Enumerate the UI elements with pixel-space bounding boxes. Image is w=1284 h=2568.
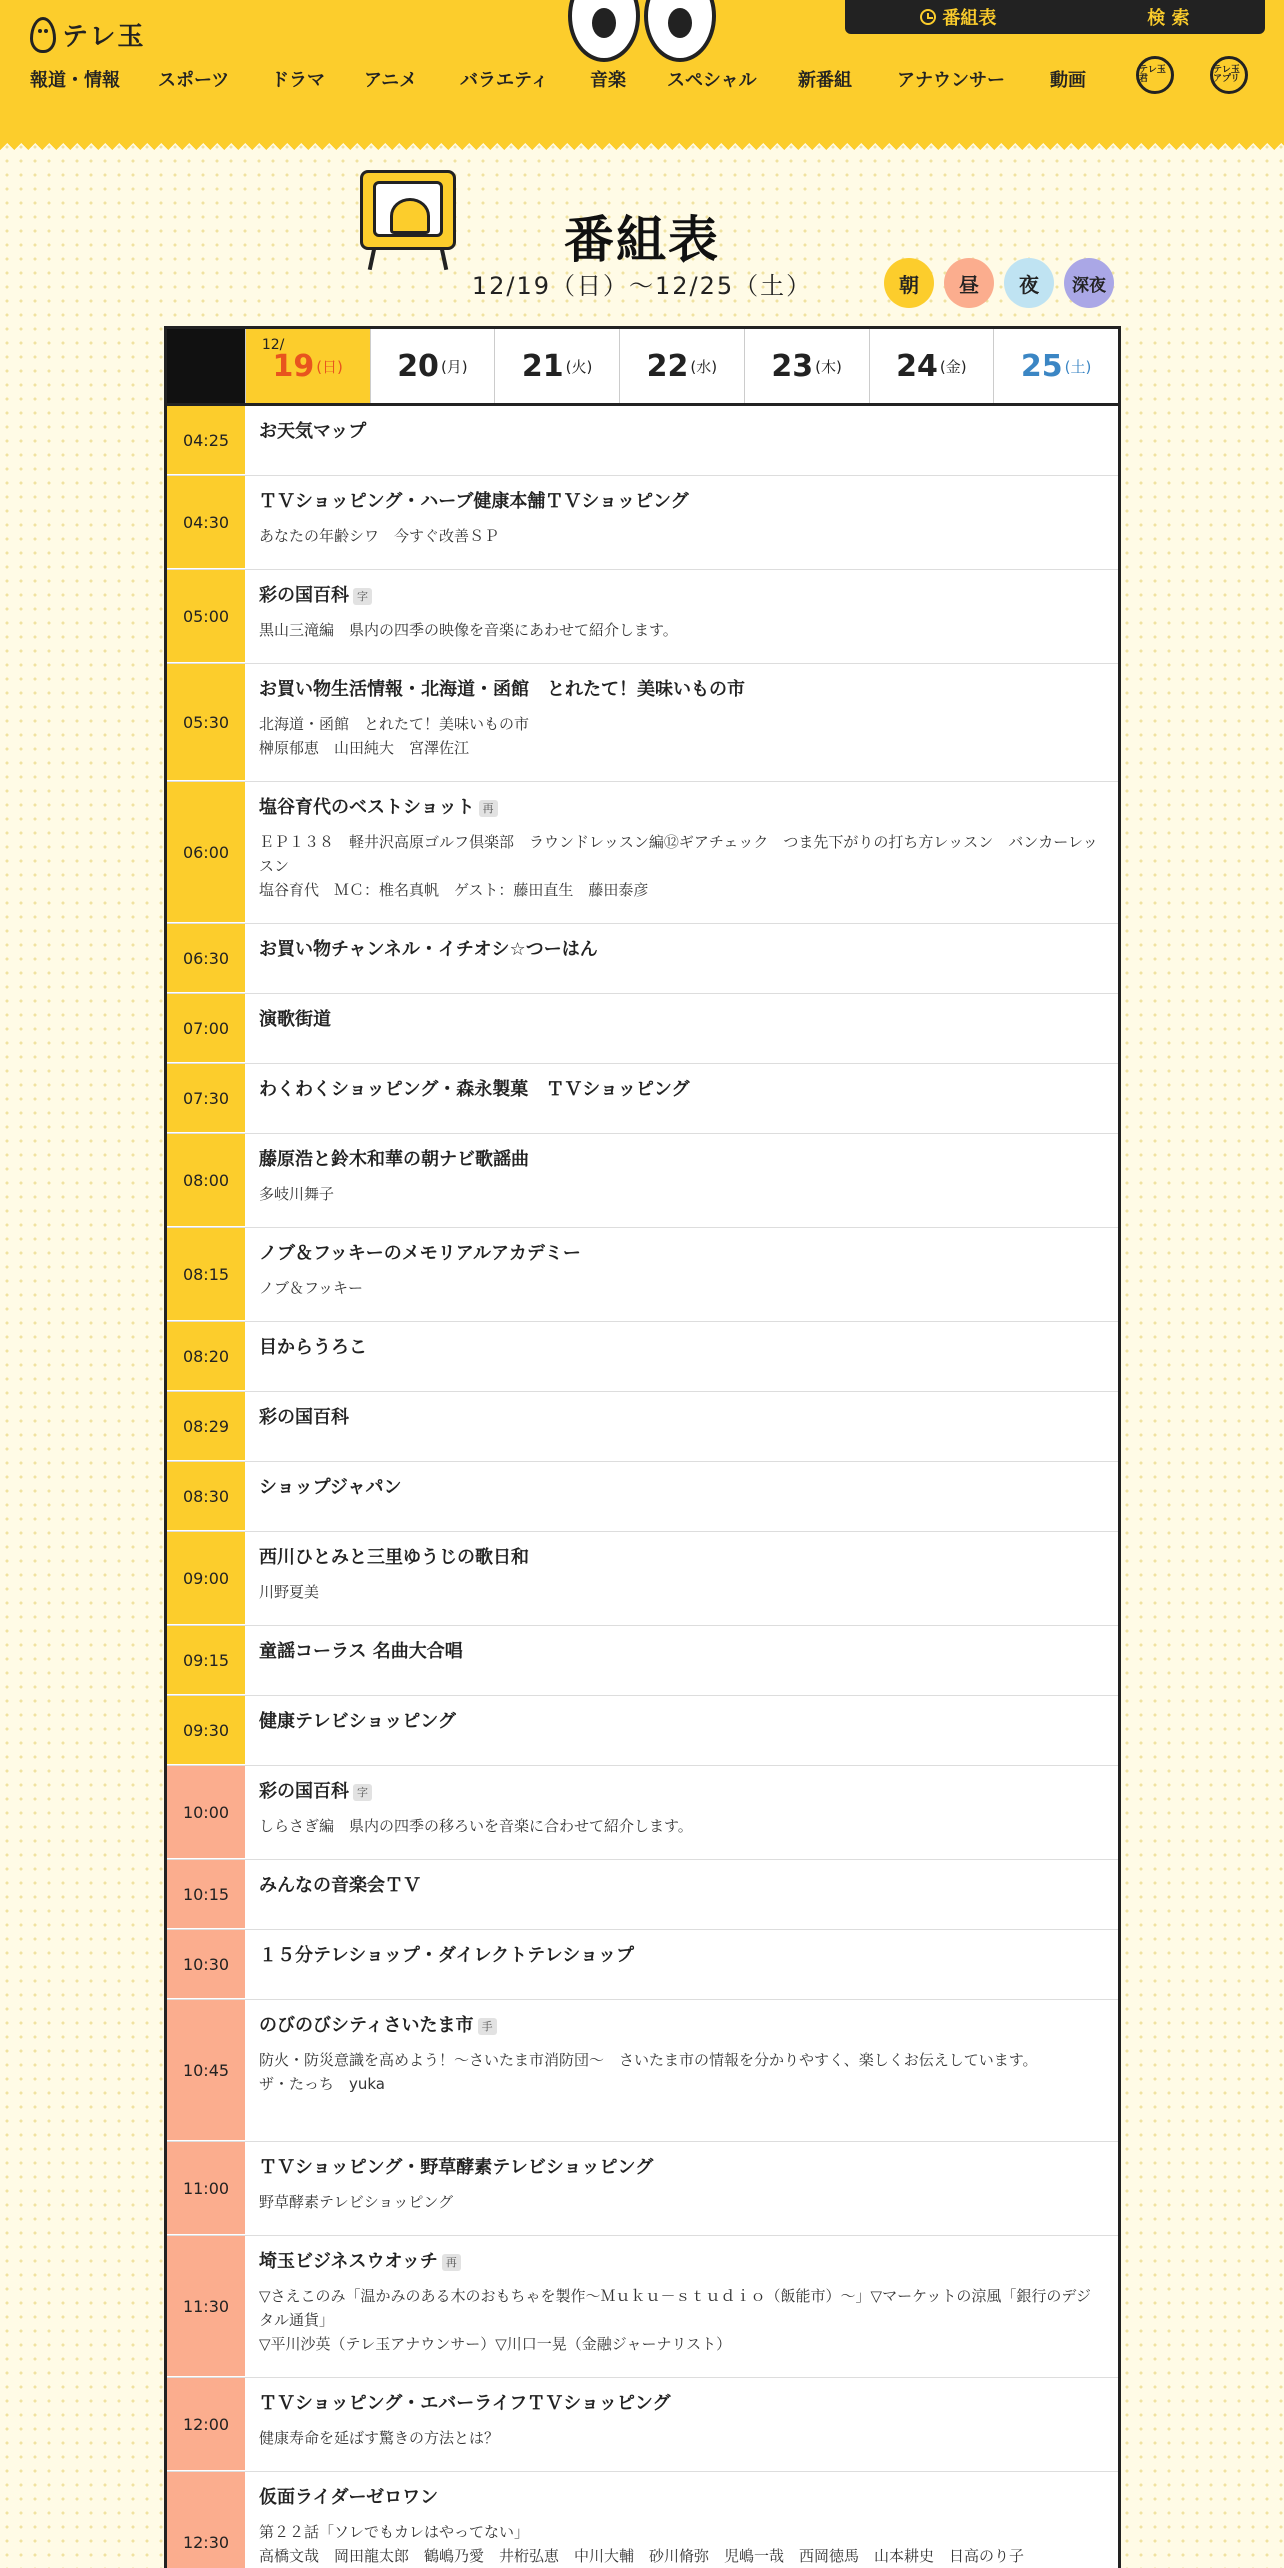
program-title-text: ノブ＆フッキーのメモリアルアカデミー [259,1243,581,1264]
day-number: 25 [1020,348,1063,384]
program-cell[interactable] [245,1064,1118,1133]
program-title-text: 塩谷育代のベストショット [259,797,475,818]
nav-item-variety[interactable]: バラエティ [460,70,549,91]
day-tabs [167,329,1118,406]
program-badge: 手 [478,2018,497,2035]
program-time: 08:29 [167,1392,245,1461]
program-cell[interactable] [245,2236,1118,2377]
program-description [259,2426,1104,2450]
program-cell[interactable] [245,1322,1118,1391]
program-title-text: ＴＶショッピング・エバーライフＴＶショッピング [259,2393,671,2414]
program-row[interactable] [167,570,1118,664]
program-title-text: お買い物チャンネル・イチオシ☆つーはん [259,939,598,960]
program-title-text: 埼玉ビジネスウオッチ [259,2251,438,2272]
schedule-table [164,326,1121,2568]
nav-item-music[interactable]: 音楽 [590,70,626,91]
program-title-text: ショップジャパン [259,1477,402,1498]
program-row[interactable] [167,1626,1118,1696]
program-description-line: 高橋文哉 岡田龍太郎 鶴嶋乃愛 井桁弘恵 中川大輔 砂川脩弥 児嶋一哉 西岡徳馬 山本耕史 日高のり子 [259,2547,1025,2565]
program-title[interactable] [259,1078,1104,1102]
program-description-line: 野草酵素テレビショッピング [259,2193,454,2211]
program-row[interactable] [167,1462,1118,1532]
program-cell[interactable] [245,570,1118,663]
program-badge: 再 [442,2254,461,2271]
program-title[interactable] [259,1242,1104,1266]
day-weekday: (月) [440,357,468,376]
program-title-text: 彩の国百科 [259,1407,349,1428]
program-title-text: 西川ひとみと三里ゆうじの歌日和 [259,1547,529,1568]
program-description-line: 健康寿命を延ばす驚きの方法とは？ [259,2429,500,2447]
program-description-line: あなたの年齢シワ 今すぐ改善ＳＰ [259,527,500,545]
program-title[interactable] [259,1640,1104,1664]
program-title-text: １５分テレショップ・ダイレクトテレショップ [259,1945,634,1966]
program-time: 09:15 [167,1626,245,1695]
program-row[interactable] [167,924,1118,994]
day-weekday: (日) [316,357,343,376]
program-row[interactable] [167,1322,1118,1392]
program-title-text: ＴＶショッピング・野草酵素テレビショッピング [259,2157,654,2178]
program-description-line: 榊原郁恵 山田純大 宮澤佐江 [259,739,470,757]
program-title[interactable] [259,938,1104,962]
program-title[interactable] [259,420,1104,444]
program-cell[interactable] [245,476,1118,569]
program-description [259,2284,1104,2356]
program-description-line: しらさぎ編 県内の四季の移ろいを音楽に合わせて紹介します。 [259,1817,693,1835]
program-time: 12:30 [167,2472,245,2568]
program-description-line: ▽平川沙英（テレ玉アナウンサー）▽川口一晃（金融ジャーナリスト） [259,2335,732,2353]
program-description [259,1580,1104,1604]
program-row[interactable] [167,664,1118,782]
program-description-line: 北海道・函館 とれたて！美味いもの市 [259,715,530,733]
day-weekday: (金) [939,357,967,376]
right-eye [644,0,716,62]
search-link-label: 検 索 [1147,8,1190,29]
program-title[interactable] [259,1780,1104,1804]
program-time: 04:25 [167,406,245,475]
program-cell[interactable] [245,1860,1118,1929]
day-number: 19 [272,348,315,384]
app-link-icon[interactable] [1210,56,1248,94]
program-cell[interactable] [245,1228,1118,1321]
program-row[interactable] [167,2142,1118,2236]
program-title[interactable] [259,1874,1104,1898]
nav-item-anime[interactable]: アニメ [364,70,418,91]
day-month-label: 12/ [261,337,285,353]
page-title: 番組表 [564,211,720,269]
program-time: 11:00 [167,2142,245,2235]
program-cell[interactable] [245,1462,1118,1531]
day-number: 23 [771,348,814,384]
program-description [259,618,1104,642]
day-weekday: (火) [565,357,593,376]
program-row[interactable] [167,2472,1118,2568]
day-tab-22[interactable] [619,329,744,403]
program-description [259,2190,1104,2214]
program-row[interactable] [167,1064,1118,1134]
day-weekday: (木) [815,357,842,376]
program-time: 10:15 [167,1860,245,1929]
program-cell[interactable] [245,994,1118,1063]
program-cell[interactable] [245,406,1118,475]
program-title[interactable] [259,2014,1104,2038]
program-description-line: 川野夏美 [259,1583,320,1601]
program-row[interactable] [167,2378,1118,2472]
program-title[interactable] [259,796,1104,820]
program-cell[interactable] [245,1626,1118,1695]
program-time: 12:00 [167,2378,245,2471]
program-time: 09:00 [167,1532,245,1625]
left-eye [568,0,640,62]
program-title[interactable] [259,490,1104,514]
program-description [259,1276,1104,1300]
program-time: 10:45 [167,2000,245,2141]
program-title-text: 藤原浩と鈴木和華の朝ナビ歌謡曲 [259,1149,529,1170]
program-list [167,406,1118,2568]
day-tab-19[interactable] [245,329,370,403]
program-badge: 再 [479,800,498,817]
program-description [259,2520,1104,2568]
day-weekday: (水) [690,357,718,376]
program-row[interactable] [167,2000,1118,2142]
program-title-text: 童謡コーラス 名曲大合唱 [259,1641,463,1662]
program-title[interactable] [259,1476,1104,1500]
date-range: 12/19（日）〜12/25（土） [471,272,813,300]
program-cell[interactable] [245,2472,1118,2568]
schedule-link[interactable] [920,4,996,30]
program-title[interactable] [259,1148,1104,1172]
program-row[interactable] [167,1532,1118,1626]
program-title[interactable] [259,1008,1104,1032]
program-time: 08:30 [167,1462,245,1531]
program-title[interactable] [259,584,1104,608]
program-cell[interactable] [245,1392,1118,1461]
program-time: 05:00 [167,570,245,663]
program-cell[interactable] [245,1696,1118,1765]
program-cell[interactable] [245,924,1118,993]
day-number: 21 [521,348,564,384]
day-tab-23[interactable] [744,329,869,403]
mascot-link-label: テレ玉君 [1139,65,1166,84]
program-time: 10:00 [167,1766,245,1859]
program-time: 06:30 [167,924,245,993]
program-time: 08:15 [167,1228,245,1321]
site-logo[interactable] [30,16,145,53]
program-time: 10:30 [167,1930,245,1999]
program-title[interactable] [259,1336,1104,1360]
program-title[interactable] [259,2392,1104,2416]
program-time: 08:20 [167,1322,245,1391]
program-title-text: 彩の国百科 [259,1781,349,1802]
nav-item-special[interactable]: スペシャル [667,70,757,91]
program-description-line: 黒山三滝編 県内の四季の映像を音楽にあわせて紹介します。 [259,621,678,639]
header-zigzag-edge [0,136,1284,150]
program-title-text: お天気マップ [259,421,367,442]
program-row[interactable] [167,1696,1118,1766]
time-button-0[interactable]: 朝 [884,258,934,308]
app-link-label: テレ玉アプリ [1213,65,1240,84]
program-time: 08:00 [167,1134,245,1227]
program-title-text: お買い物生活情報・北海道・函館 とれたて！美味いもの市 [259,679,745,700]
program-title[interactable] [259,2156,1104,2180]
program-description-line: 第２２話「ソレでもカレはやってない」 [259,2523,530,2541]
day-weekday: (土) [1064,357,1092,376]
program-row[interactable] [167,2236,1118,2378]
program-title-text: 健康テレビショッピング [259,1711,456,1732]
time-button-3[interactable]: 深夜 [1064,258,1114,308]
nav-item-new-programs[interactable]: 新番組 [798,70,852,91]
program-title-text: 演歌街道 [259,1009,331,1030]
program-row[interactable] [167,476,1118,570]
program-cell[interactable] [245,1930,1118,1999]
program-row[interactable] [167,994,1118,1064]
time-button-2[interactable]: 夜 [1004,258,1054,308]
program-title-text: 仮面ライダーゼロワン [259,2487,439,2508]
program-title-text: 目からうろこ [259,1337,367,1358]
nav-item-announcers[interactable]: アナウンサー [897,70,1005,91]
mascot-eyes [568,0,716,62]
program-cell[interactable] [245,1134,1118,1227]
nav-item-drama[interactable]: ドラマ [271,70,325,91]
program-description [259,1182,1104,1206]
mascot-icon [30,17,56,53]
program-row[interactable] [167,1134,1118,1228]
program-description-line: 防火・防災意識を高めよう！～さいたま市消防団～ さいたま市の情報を分かりやすく、楽しくお伝えしています。 [259,2051,1038,2069]
program-description [259,830,1104,902]
program-description-line: ＥＰ１３８ 軽井沢高原ゴルフ倶楽部 ラウンドレッスン編⑫ギアチェック つま先下がりの打ち方レッスン バンカーレッスン [259,833,1098,875]
main-nav [30,66,1086,96]
program-row[interactable] [167,406,1118,476]
program-title-text: みんなの音楽会ＴＶ [259,1875,421,1896]
program-cell[interactable] [245,1766,1118,1859]
program-row[interactable] [167,1930,1118,2000]
time-button-1[interactable]: 昼 [944,258,994,308]
day-tabs-corner [167,329,245,403]
program-time: 11:30 [167,2236,245,2377]
program-title[interactable] [259,2486,1104,2510]
mascot-link-icon[interactable] [1136,56,1174,94]
program-description-line: ▽さえこのみ「温かみのある木のおもちゃを製作～Ｍｕｋｕ－ｓｔｕｄｉｏ（飯能市）～」▽マーケットの涼風「銀行のデジタル通貨」 [259,2287,1092,2329]
program-time: 07:30 [167,1064,245,1133]
nav-item-videos[interactable]: 動画 [1050,70,1086,91]
program-title[interactable] [259,678,1104,702]
program-time: 06:00 [167,782,245,923]
program-cell[interactable] [245,782,1118,923]
program-description [259,2048,1104,2096]
program-title[interactable] [259,1710,1104,1734]
program-description [259,712,1104,760]
schedule-link-label: 番組表 [942,8,997,29]
program-row[interactable] [167,782,1118,924]
program-description-line: ザ・たっち yuka [259,2075,385,2093]
program-row[interactable] [167,1766,1118,1860]
program-cell[interactable] [245,2142,1118,2235]
day-number: 20 [397,348,439,384]
day-tab-25[interactable] [993,329,1118,403]
program-time: 05:30 [167,664,245,781]
program-cell[interactable] [245,2000,1118,2141]
program-time: 04:30 [167,476,245,569]
nav-item-news[interactable]: 報道・情報 [30,70,120,91]
day-tab-24[interactable] [869,329,994,403]
program-description [259,524,1104,548]
program-row[interactable] [167,1392,1118,1462]
search-link[interactable] [1147,4,1189,30]
program-cell[interactable] [245,664,1118,781]
program-description-line: ノブ＆フッキー [259,1279,363,1297]
program-badge: 字 [353,1784,372,1801]
clock-icon [920,9,936,25]
program-title-text: わくわくショッピング・森永製菓 ＴＶショッピング [259,1079,690,1100]
program-time: 09:30 [167,1696,245,1765]
program-title-text: のびのびシティさいたま市 [259,2015,474,2036]
program-description-line: 多岐川舞子 [259,1185,335,1203]
day-number: 24 [896,348,938,384]
program-title[interactable] [259,2250,1104,2274]
program-title[interactable] [259,1546,1104,1570]
day-tab-20[interactable] [370,329,495,403]
program-badge: 字 [353,588,372,605]
program-row[interactable] [167,1228,1118,1322]
program-title[interactable] [259,1944,1104,1968]
program-cell[interactable] [245,2378,1118,2471]
program-title-text: ＴＶショッピング・ハーブ健康本舗ＴＶショッピング [259,491,689,512]
program-title-text: 彩の国百科 [259,585,349,606]
program-description [259,1814,1104,1838]
time-of-day-buttons [884,258,1114,308]
nav-item-sports[interactable]: スポーツ [158,70,230,91]
program-time: 07:00 [167,994,245,1063]
program-title[interactable] [259,1406,1104,1430]
day-tab-21[interactable] [494,329,619,403]
program-row[interactable] [167,1860,1118,1930]
program-description-line: 塩谷育代 ＭＣ：椎名真帆 ゲスト：藤田直生 藤田泰彦 [259,881,649,899]
site-header [0,0,1284,136]
day-number: 22 [646,348,689,384]
logo-text: テレ玉 [62,22,146,52]
program-cell[interactable] [245,1532,1118,1625]
top-utility-bar [845,0,1265,34]
